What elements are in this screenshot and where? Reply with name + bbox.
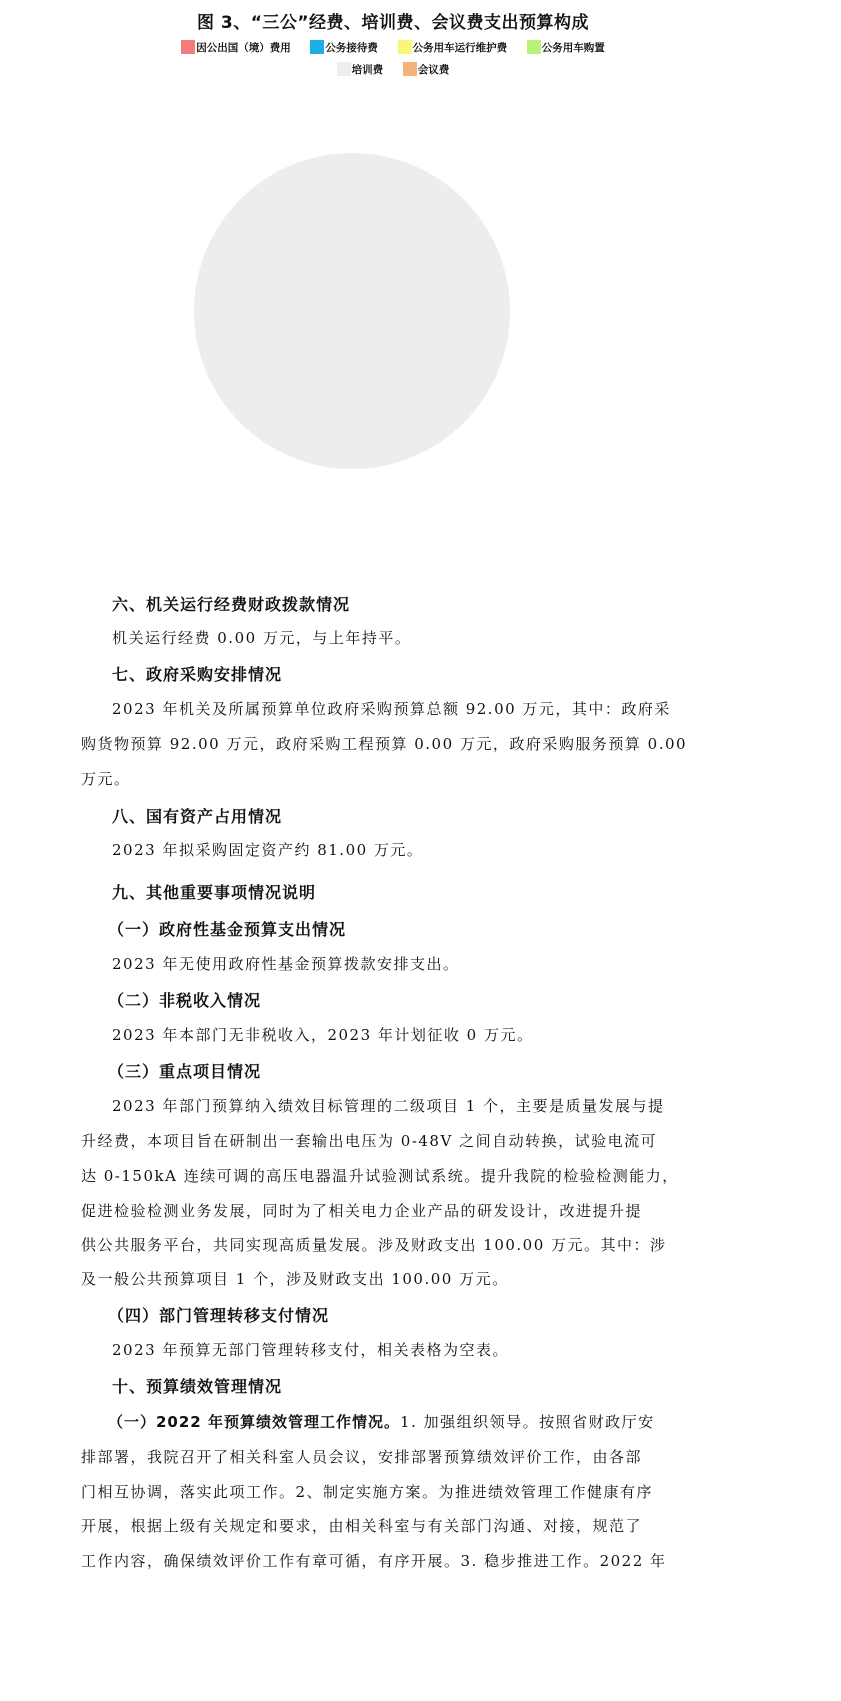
section-heading-6: 六、机关运行经费财政拨款情况: [112, 595, 351, 614]
legend-item: [337, 62, 384, 77]
paragraph: 2023 年本部门无非税收入，2023 年计划征收 0 万元。: [112, 1026, 534, 1044]
paragraph: 工作内容，确保绩效评价工作有章可循，有序开展。3. 稳步推进工作。2022 年: [81, 1552, 667, 1570]
chart-legend-row-2: [0, 62, 786, 77]
paragraph: 2023 年拟采购固定资产约 81.00 万元。: [112, 841, 424, 859]
legend-swatch: [403, 62, 417, 76]
paragraph: 机关运行经费 0.00 万元，与上年持平。: [112, 629, 412, 647]
paragraph: 门相互协调，落实此项工作。2、制定实施方案。为推进绩效管理工作健康有序: [81, 1483, 654, 1501]
legend-item: [403, 62, 450, 77]
paragraph: 升经费，本项目旨在研制出一套输出电压为 0-48V 之间自动转换，试验电流可: [81, 1132, 658, 1150]
subsection-heading: （三）重点项目情况: [108, 1062, 262, 1081]
paragraph: 2023 年部门预算纳入绩效目标管理的二级项目 1 个，主要是质量发展与提: [112, 1097, 665, 1115]
legend-swatch: [310, 40, 324, 54]
chart-legend-row-1: [0, 40, 786, 55]
paragraph: 2023 年机关及所属预算单位政府采购预算总额 92.00 万元，其中：政府采: [112, 700, 671, 718]
paragraph: 排部署，我院召开了相关科室人员会议，安排部署预算绩效评价工作，由各部: [81, 1448, 643, 1466]
paragraph: 达 0-150kA 连续可调的高压电器温升试验测试系统。提升我院的检验检测能力，: [81, 1167, 679, 1185]
legend-label: 会议费: [417, 64, 450, 76]
subsection-heading: （二）非税收入情况: [108, 991, 262, 1010]
legend-swatch: [337, 62, 351, 76]
paragraph: 万元。: [81, 770, 131, 788]
legend-item: [181, 40, 291, 55]
paragraph: 购货物预算 92.00 万元，政府采购工程预算 0.00 万元，政府采购服务预算 0.00: [81, 735, 688, 753]
legend-label: 公务接待费: [325, 42, 378, 54]
section-heading-9: 九、其他重要事项情况说明: [112, 883, 317, 902]
inline-text: 1. 加强组织领导。按照省财政厅安: [399, 1413, 655, 1431]
legend-swatch: [527, 40, 541, 54]
paragraph: 2023 年预算无部门管理转移支付，相关表格为空表。: [112, 1341, 509, 1359]
section-heading-8: 八、国有资产占用情况: [112, 807, 283, 826]
legend-label: 因公出国（境）费用: [196, 42, 291, 54]
paragraph: 及一般公共预算项目 1 个，涉及财政支出 100.00 万元。: [81, 1270, 509, 1288]
legend-item: [310, 40, 378, 55]
paragraph: 2023 年无使用政府性基金预算拨款安排支出。: [112, 955, 460, 973]
inline-bold: （一）2022 年预算绩效管理工作情况。: [108, 1413, 400, 1431]
paragraph: 开展，根据上级有关规定和要求，由相关科室与有关部门沟通、对接，规范了: [81, 1517, 643, 1535]
subsection-heading: （四）部门管理转移支付情况: [108, 1306, 330, 1325]
legend-label: 培训费: [351, 64, 384, 76]
chart-title: 图 3、“三公”经费、培训费、会议费支出预算构成: [196, 13, 590, 33]
legend-item: [398, 40, 508, 55]
paragraph: 促进检验检测业务发展，同时为了相关电力企业产品的研发设计，改进提升提: [81, 1202, 643, 1220]
section-heading-7: 七、政府采购安排情况: [112, 665, 283, 684]
paragraph: [108, 1411, 655, 1432]
subsection-heading: （一）政府性基金预算支出情况: [108, 920, 347, 939]
section-heading-10: 十、预算绩效管理情况: [112, 1377, 283, 1396]
legend-swatch: [398, 40, 412, 54]
paragraph: 供公共服务平台，共同实现高质量发展。涉及财政支出 100.00 万元。其中：涉: [81, 1236, 667, 1254]
legend-item: [527, 40, 605, 55]
pie-chart: [193, 152, 511, 470]
pie-slice-5: [194, 153, 510, 469]
legend-swatch: [181, 40, 195, 54]
legend-label: 公务用车购置: [541, 42, 605, 54]
legend-label: 公务用车运行维护费: [412, 42, 508, 54]
